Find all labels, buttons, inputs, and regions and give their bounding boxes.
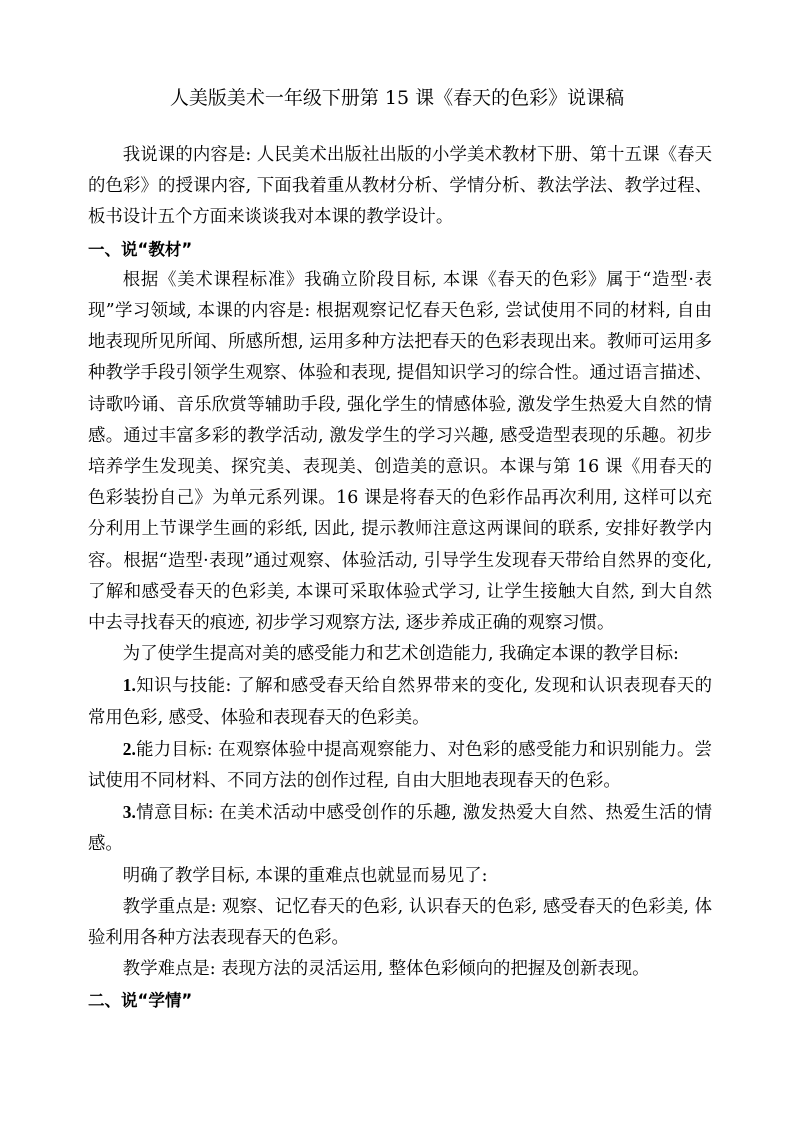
teaching-difficulty-paragraph: 教学难点是: 表现方法的灵活运用, 整体色彩倾向的把握及创新表现。 bbox=[122, 959, 650, 980]
section-heading-students: 二、说“学情” bbox=[88, 991, 193, 1011]
goal-text: 知识与技能: 了解和感受春天给自然界带来的变化, 发现和认识表现春天的常用色彩, 感受、体验和表现春天的色彩美。 bbox=[88, 676, 712, 728]
goal-ability bbox=[88, 734, 712, 797]
document-title: 人美版美术一年级下册第 15 课《春天的色彩》说课稿 bbox=[169, 87, 625, 109]
goal-number: 3. bbox=[122, 802, 136, 823]
section-heading-textbook: 一、说“教材” bbox=[88, 239, 193, 259]
teaching-key-paragraph: 教学重点是: 观察、记忆春天的色彩, 认识春天的色彩, 感受春天的色彩美, 体验利用各种方法表现春天的色彩。 bbox=[88, 896, 712, 949]
intro-paragraph: 我说课的内容是: 人民美术出版社出版的小学美术教材下册、第十五课《春天的色彩》的授课内容, 下面我着重从教材分析、学情分析、教法学法、教学过程、板书设计五个方面来谈谈我对本课的教学设计。 bbox=[88, 145, 712, 228]
goal-knowledge bbox=[88, 670, 712, 733]
focus-intro-paragraph: 明确了教学目标, 本课的重难点也就显而易见了: bbox=[122, 865, 488, 886]
goal-text: 能力目标: 在观察体验中提高观察能力、对色彩的感受能力和识别能力。尝试使用不同材料、不同方法的创作过程, 自由大胆地表现春天的色彩。 bbox=[88, 739, 712, 792]
goal-number: 2. bbox=[122, 738, 136, 759]
textbook-analysis-paragraph: 根据《美术课程标准》我确立阶段目标, 本课《春天的色彩》属于“造型·表现”学习领域, 本课的内容是: 根据观察记忆春天色彩, 尝试使用不同的材料, 自由地表现所见所闻、所感所想, 运用多种方法把春天的色彩表现出来。教师可运用多种教学手段引领学生观察、体验和表现, 提倡知识学习的综合性。通过语言描述、诗歌吟诵、音乐欣赏等辅助手段, 强化学生的情感体验, 激发学生热爱大自然的情感。通过丰富多彩的教学活动, 激发学生的学习兴趣, 感受造型表现的乐趣。初步培养学生发现美、探究美、表现美、创造美的意识。本课与第 16 课《用春天的色彩装扮自己》为单元系列课。16 课是将春天的色彩作品再次利用, 这样可以充分利用上节课学生画的彩纸, 因此, 提示教师注意这两课间的联系, 安排好教学内容。根据“造型·表现”通过观察、体验活动, 引导学生发现春天带给自然界的变化, 了解和感受春天的色彩美, 本课可采取体验式学习, 让学生接触大自然, 到大自然中去寻找春天的痕迹, 初步学习观察方法, 逐步养成正确的观察习惯。 bbox=[88, 269, 712, 634]
goal-emotion bbox=[88, 797, 712, 860]
teaching-goals-intro: 为了使学生提高对美的感受能力和艺术创造能力, 我确定本课的教学目标: bbox=[122, 644, 679, 665]
goal-text: 情意目标: 在美术活动中感受创作的乐趣, 激发热爱大自然、热爱生活的情感。 bbox=[88, 803, 712, 855]
document-body bbox=[88, 140, 712, 1017]
goal-number: 1. bbox=[122, 675, 136, 696]
